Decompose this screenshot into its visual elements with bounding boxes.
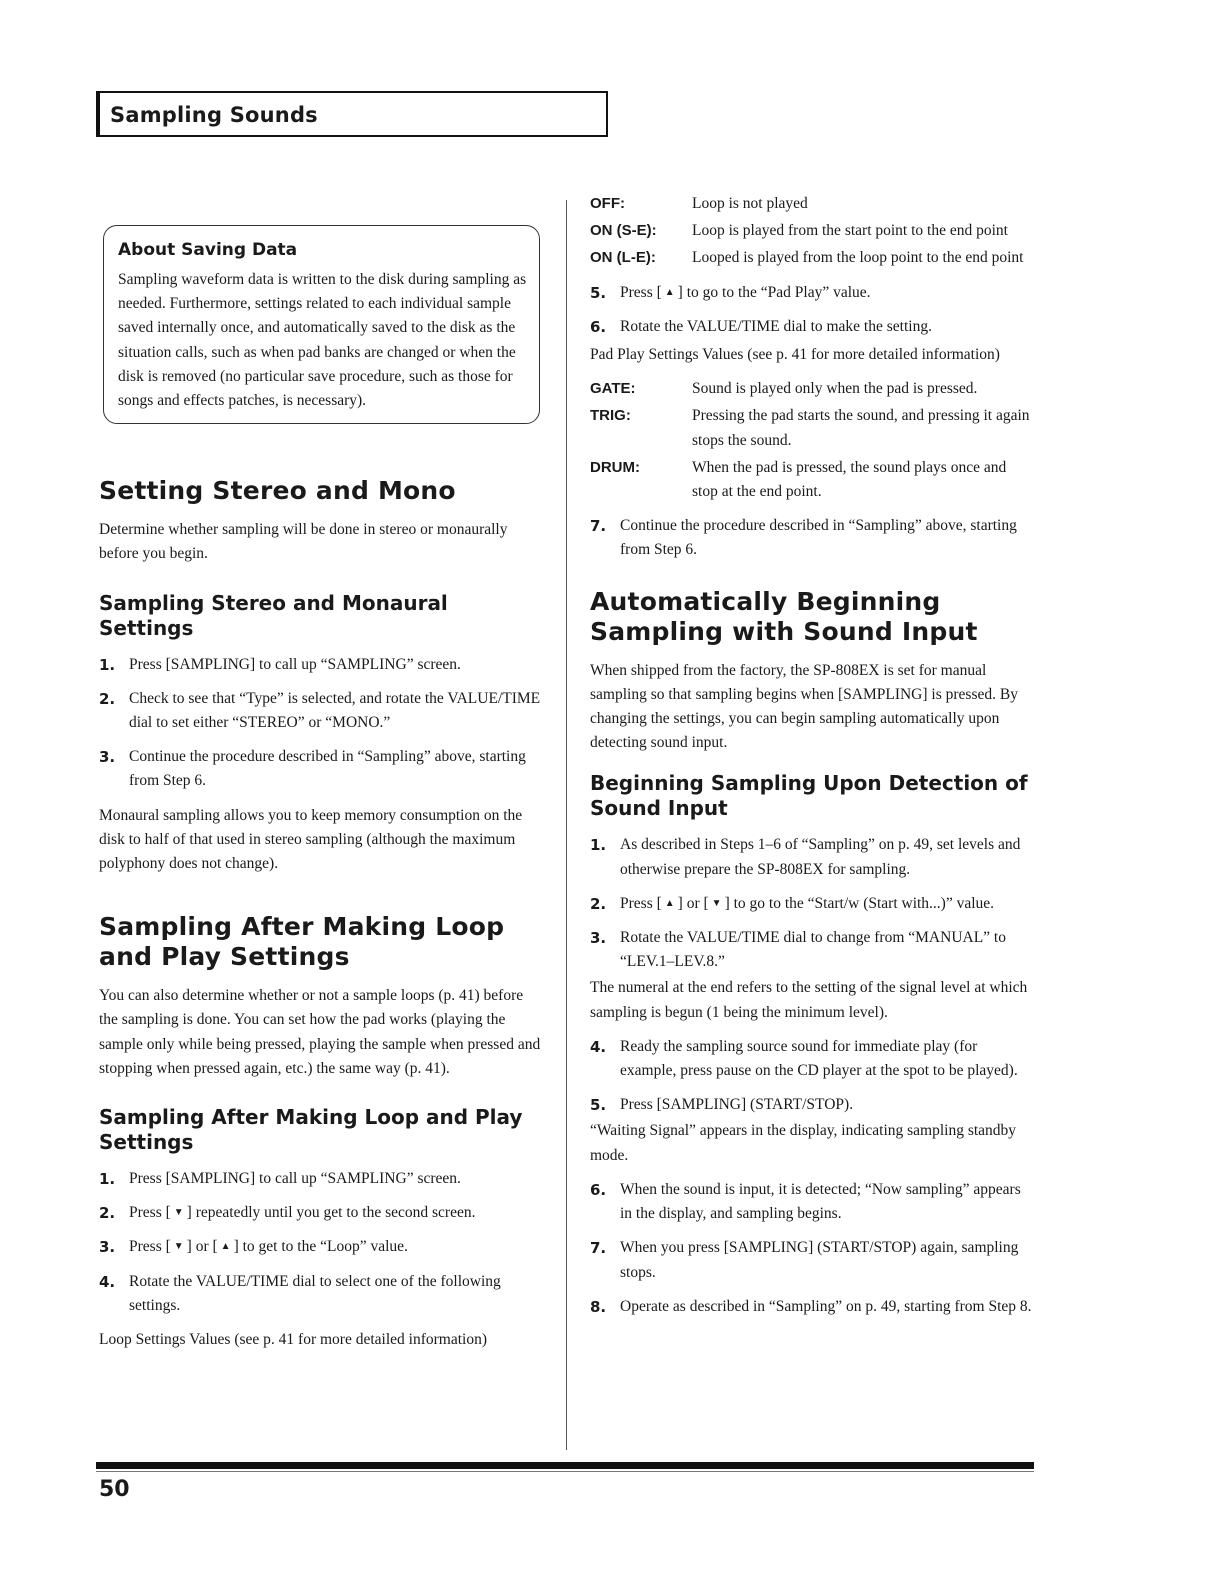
waiting-signal-note: “Waiting Signal” appears in the display, indicating sampling standby mode. [590,1122,1017,1164]
auto-steps-c [590,1178,1035,1319]
footer-rule-thin [96,1471,1034,1472]
signal-level-note: The numeral at the end refers to the setting of the signal level at which sampling is begun (1 being the minimum level). [590,979,1028,1021]
right-column [590,192,1035,1329]
note-title: About Saving Data [118,240,298,260]
section-header [96,91,608,137]
list-item: TRIG: Pressing the pad starts the sound, and pressing it again stops the sound. [590,407,1030,449]
loop-settings-intro: Loop Settings Values (see p. 41 for more detailed information) [99,1331,487,1349]
loop-play-steps [99,1167,544,1318]
list-item: 8. Operate as described in “Sampling” on p. 49, starting from Step 8. [590,1297,1032,1316]
heading-auto-sampling: Automatically Beginning Sampling with Sound Input [590,586,978,646]
footer-rule [96,1462,1034,1469]
subheading-stereo-monaural: Sampling Stereo and Monaural Settings [99,590,448,640]
note-body: Sampling waveform data is written to the disk during sampling as needed. Furthermore, settings related to each individual sample saved internally once, and automatically saved to the disk as the situation calls, such as when pad banks are changed or when the disk is removed (no particular save procedure, such as those for songs and effects patches, is necessary). [118,271,527,410]
loop-play-intro: You can also determine whether or not a sample loops (p. 41) before the sampling is done. You can set how the pad works (playing the sample only while being pressed, playing the sample when pressed and stopping when pressed again, etc.) the same way (p. 41). [99,987,541,1077]
subheading-sound-detection: Beginning Sampling Upon Detection of Sound Input [590,771,1028,821]
heading-stereo-mono: Setting Stereo and Mono [99,476,456,506]
list-item: 2. Press [ ▲ ] or [ ▼ ] to go to the “Start/w (Start with...)” value. [590,894,995,913]
section-header-title: Sampling Sounds [110,103,318,127]
pad-play-steps [590,281,1035,339]
list-item: DRUM: When the pad is pressed, the sound plays once and stop at the end point. [590,458,1007,501]
list-item: 2. Press [ ▼ ] repeatedly until you get to the second screen. [99,1204,476,1223]
stereo-mono-intro: Determine whether sampling will be done in stereo or monaurally before you begin. [99,521,508,563]
pad-values-list [590,377,1035,504]
up-arrow-icon: ▲ [664,897,675,909]
continue-step [590,514,1035,562]
stereo-mono-steps [99,653,544,794]
down-arrow-icon: ▼ [711,897,722,909]
up-arrow-icon: ▲ [664,286,675,298]
list-item: OFF: Loop is not played [590,195,808,212]
list-item: 5. Press [ ▲ ] to go to the “Pad Play” value. [590,283,871,302]
list-item: 3. Continue the procedure described in “Sampling” above, starting from Step 6. [99,748,526,790]
list-item: 4. Rotate the VALUE/TIME dial to select one of the following settings. [99,1272,501,1314]
list-item: 4. Ready the sampling source sound for immediate play (for example, press pause on the CD player at the spot to be played). [590,1037,1018,1080]
auto-steps-b [590,1035,1035,1118]
subheading-loop-play: Sampling After Making Loop and Play Settings [99,1105,523,1155]
list-item: 7. Continue the procedure described in “Sampling” above, starting from Step 6. [590,517,1017,559]
auto-steps-a [590,833,1035,974]
list-item: 7. When you press [SAMPLING] (START/STOP) again, sampling stops. [590,1239,1019,1281]
up-arrow-icon: ▲ [220,1241,231,1253]
list-item: ON (S-E): Loop is played from the start point to the end point [590,222,1008,240]
loop-values-list [590,192,1035,271]
auto-sampling-intro: When shipped from the factory, the SP-808EX is set for manual sampling so that sampling begins when [SAMPLING] is pressed. By changing the settings, you can begin sampling automatically upon detecting sound input. [590,661,1018,752]
about-saving-note [103,225,540,424]
column-divider [566,200,567,1450]
pad-play-intro: Pad Play Settings Values (see p. 41 for more detailed information) [590,346,1000,364]
list-item: 1. Press [SAMPLING] to call up “SAMPLING” screen. [99,655,461,674]
left-column [99,225,544,1362]
monaural-note: Monaural sampling allows you to keep memory consumption on the disk to half of that used in stereo sampling (although the maximum polyphony does not change). [99,806,523,873]
down-arrow-icon: ▼ [173,1241,184,1253]
list-item: GATE: Sound is played only when the pad is pressed. [590,380,978,398]
page-number: 50 [99,1477,130,1502]
heading-loop-play: Sampling After Making Loop and Play Settings [99,912,505,972]
list-item: 2. Check to see that “Type” is selected, and rotate the VALUE/TIME dial to set either “STEREO” or “MONO.” [99,689,541,732]
list-item: 6. When the sound is input, it is detected; “Now sampling” appears in the display, and sampling begins. [590,1180,1021,1223]
list-item: ON (L-E): Looped is played from the loop point to the end point [590,249,1024,267]
list-item: 1. As described in Steps 1–6 of “Sampling” on p. 49, set levels and otherwise prepare the SP-808EX for sampling. [590,836,1021,878]
list-item: 3. Press [ ▼ ] or [ ▲ ] to get to the “Loop” value. [99,1238,408,1257]
list-item: 6. Rotate the VALUE/TIME dial to make the setting. [590,317,932,336]
list-item: 1. Press [SAMPLING] to call up “SAMPLING” screen. [99,1170,461,1189]
down-arrow-icon: ▼ [173,1207,184,1219]
list-item: 3. Rotate the VALUE/TIME dial to change from “MANUAL” to “LEV.1–LEV.8.” [590,929,1006,971]
list-item: 5. Press [SAMPLING] (START/STOP). [590,1096,854,1115]
